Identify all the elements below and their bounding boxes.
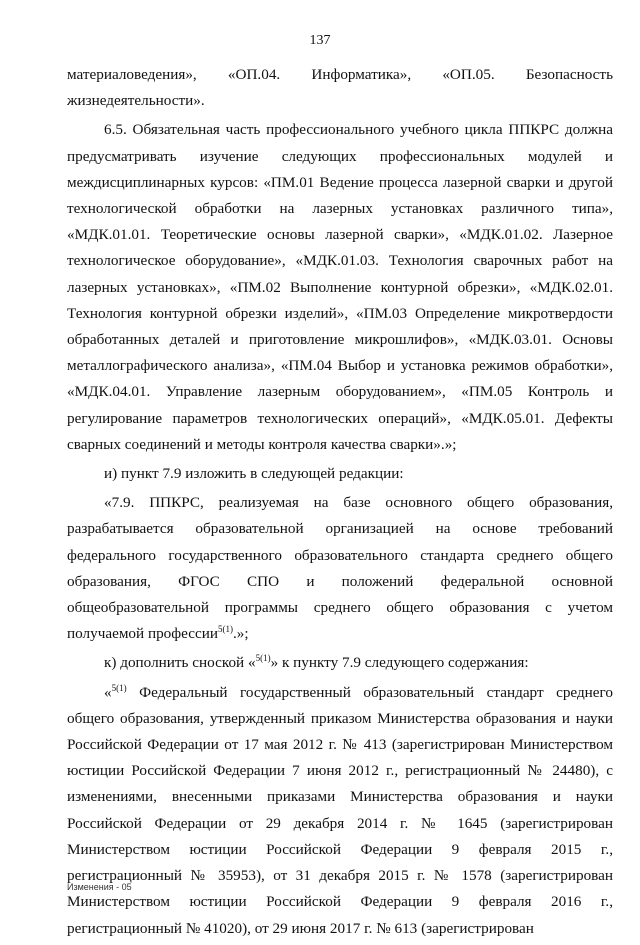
paragraph-7-9-text: «7.9. ППКРС, реализуемая на базе основного общего образования, разрабатывается образовательной организацией на основе требований федерального государственного образовательного стандарта среднего общего образования, ФГОС СПО и положений федеральной основной общеобразовательной программы среднего общего образования с учетом получаемой профессии bbox=[67, 494, 613, 643]
footnote-paragraph bbox=[67, 680, 613, 942]
paragraph-continuation: материаловедения», «ОП.04. Информатика», «ОП.05. Безопасность жизнедеятельности». bbox=[67, 66, 613, 110]
body-text bbox=[67, 62, 613, 945]
paragraph-k-pre: к) дополнить сноской « bbox=[104, 654, 256, 672]
page-number: 137 bbox=[309, 33, 331, 48]
footnote-ref: 5(1) bbox=[255, 653, 271, 664]
paragraph-6-5: 6.5. Обязательная часть профессионального учебного цикла ППКРС должна предусматривать изучение следующих профессиональных модулей и междисциплинарных курсов: «ПМ.01 Ведение процесса лазерной сварки и другой технологической обработки на лазерных установках различного типа», «МДК.01.01. Теоретические основы лазерной сварки», «МДК.01.02. Лазерное технологическое оборудование», «МДК.01.03. Технология сварочных работ на лазерных установках», «ПМ.02 Выполнение контурной обрезки», «МДК.02.01. Технология контурной обрезки изделий», «ПМ.03 Определение микротвердости обработанных деталей и приготовление микрошлифов», «МДК.03.01. Основы металлографического анализа», «ПМ.04 Выбор и установка режимов обработки», «МДК.04.01. Управление лазерным оборудованием», «ПМ.05 Контроль и регулирование параметров технологических операций», «МДК.05.01. Дефекты сварных соединений и методы контроля качества сварки».»; bbox=[67, 121, 613, 453]
footnote-quote: « bbox=[104, 683, 112, 701]
footnote-marker: 5(1) bbox=[111, 682, 127, 693]
paragraph-7-9-end: .»; bbox=[232, 625, 249, 643]
footnote-text: Федеральный государственный образовательный стандарт среднего общего образования, утвержденный приказом Министерства образования и науки Российской Федерации от 17 мая 2012 г. № 413 (зарегистрирован Министерством юстиции Российской Федерации 7 июня 2012 г., регистрационный № 24480), с изменениями, внесенными приказами Министерства образования и науки Российской Федерации от 29 декабря 2014 г. № 1645 (зарегистрирован Министерством юстиции Российской Федерации 9 февраля 2015 г., регистрационный № 35953), от 31 декабря 2015 г. № 1578 (зарегистрирован Министерством юстиции Российской Федерации 9 февраля 2016 г., регистрационный № 41020), от 29 июня 2017 г. № 613 (зарегистрирован bbox=[67, 683, 613, 937]
footer-label: Изменения - 05 bbox=[67, 882, 132, 892]
paragraph-k-post: » к пункту 7.9 следующего содержания: bbox=[270, 654, 529, 672]
footnote-ref: 5(1) bbox=[217, 624, 233, 635]
paragraph-item-i: и) пункт 7.9 изложить в следующей редакции: bbox=[104, 465, 404, 483]
paragraph-7-9 bbox=[67, 490, 613, 647]
paragraph-item-k bbox=[67, 650, 613, 676]
